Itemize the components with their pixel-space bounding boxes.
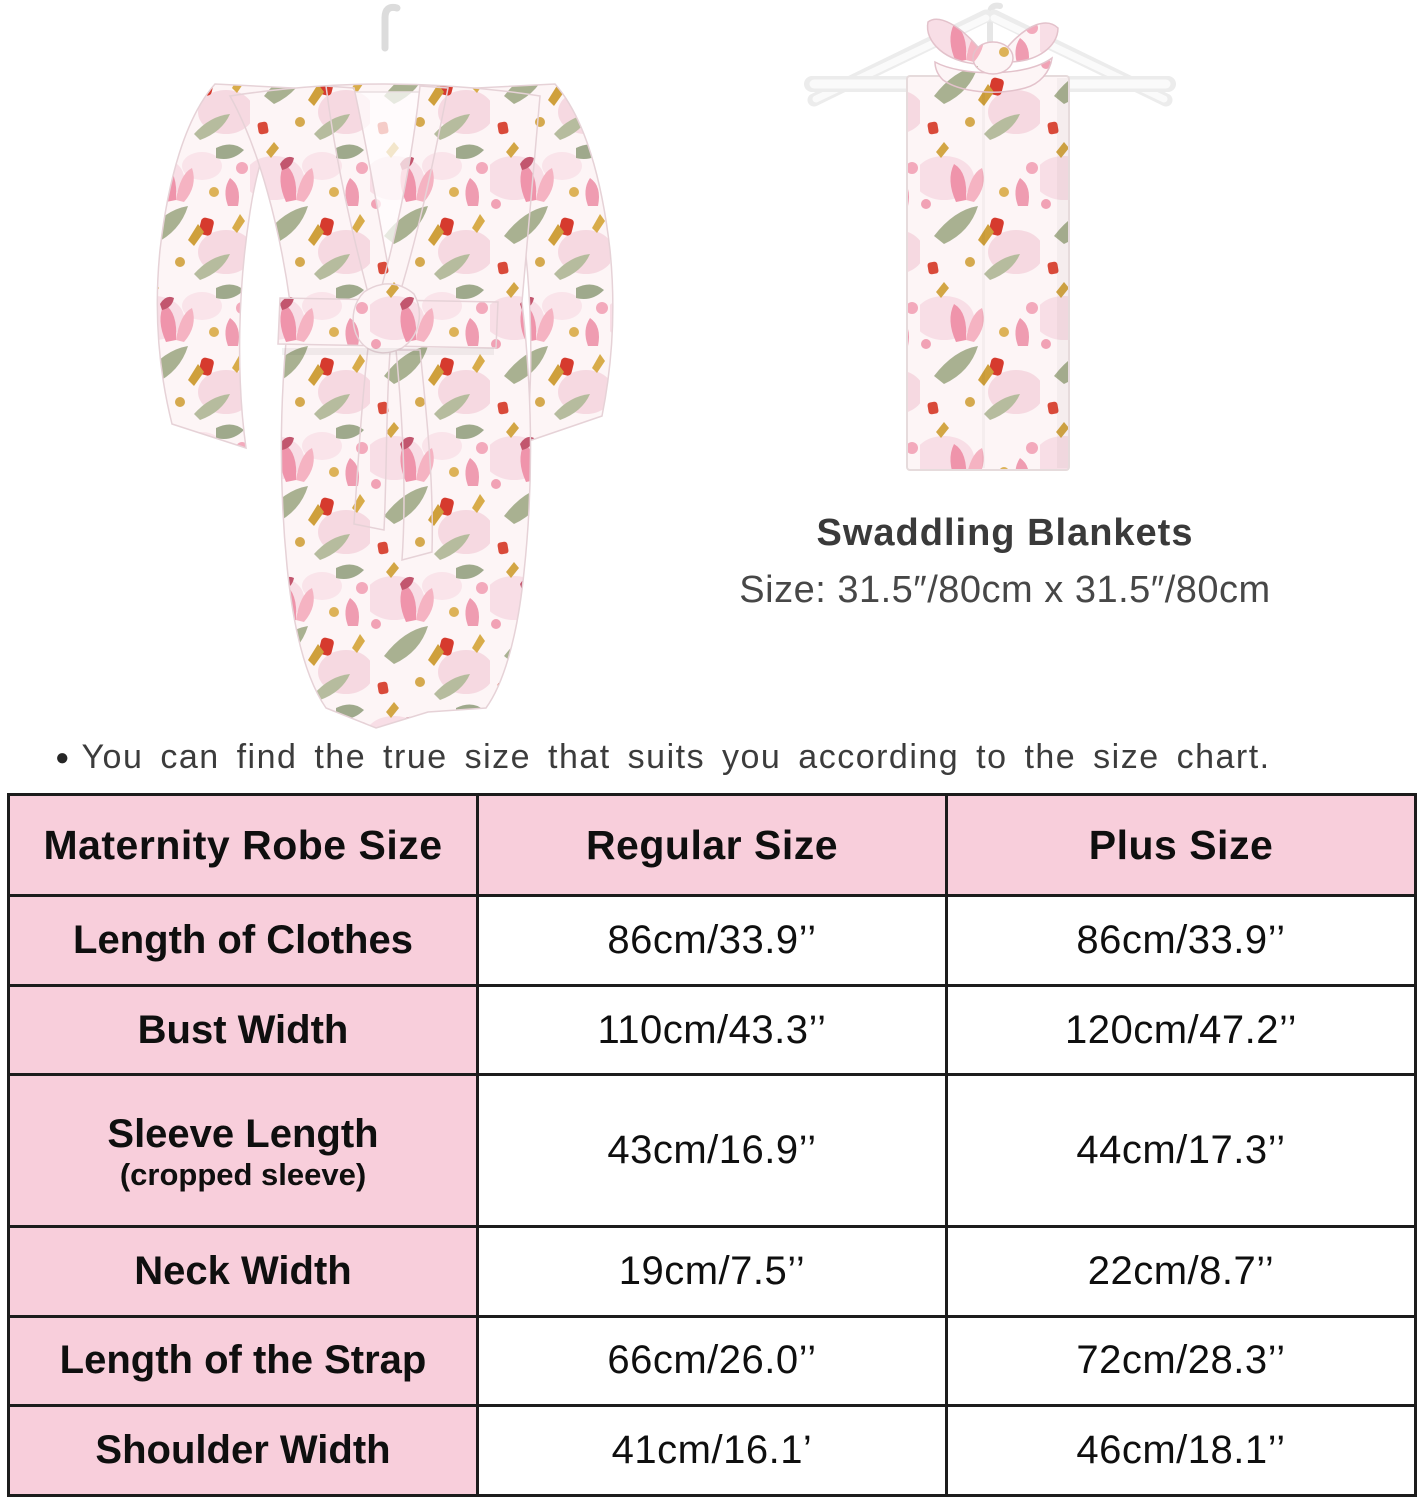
column-header-plus-size: Plus Size — [947, 795, 1416, 896]
cell-regular: 66cm/26.0’’ — [478, 1316, 947, 1406]
blanket-caption — [620, 512, 1390, 612]
table-row — [9, 1226, 1416, 1316]
row-label-sub: (cropped sleeve) — [119, 1156, 367, 1192]
row-label: Length of the Strap — [9, 1316, 478, 1406]
table-header-row — [9, 795, 1416, 896]
cell-regular: 43cm/16.9’’ — [478, 1075, 947, 1226]
table-row — [9, 1406, 1416, 1496]
size-note-text: You can find the true size that suits you according to the size chart. — [81, 738, 1271, 776]
blanket-caption-title: Swaddling Blankets — [816, 512, 1194, 554]
blanket-graphic — [907, 76, 1069, 470]
cell-regular: 110cm/43.3’’ — [478, 985, 947, 1075]
column-header-regular-size: Regular Size — [478, 795, 947, 896]
cell-plus: 22cm/8.7’’ — [947, 1226, 1416, 1316]
size-note — [55, 738, 1415, 777]
table-row — [9, 896, 1416, 986]
row-label: Neck Width — [9, 1226, 478, 1316]
maternity-robe-image — [130, 0, 650, 740]
swaddle-blanket-image — [800, 0, 1180, 510]
blanket-caption-size: Size: 31.5″/80cm x 31.5″/80cm — [739, 569, 1271, 611]
table-row — [9, 1316, 1416, 1406]
robe-graphic — [157, 84, 613, 728]
cell-plus: 44cm/17.3’’ — [947, 1075, 1416, 1226]
cell-plus: 72cm/28.3’’ — [947, 1316, 1416, 1406]
cell-regular: 41cm/16.1’ — [478, 1406, 947, 1496]
cell-regular: 86cm/33.9’’ — [478, 896, 947, 986]
size-chart-table — [7, 793, 1417, 1497]
row-label — [9, 1075, 478, 1226]
cell-plus: 86cm/33.9’’ — [947, 896, 1416, 986]
column-header-robe-size: Maternity Robe Size — [9, 795, 478, 896]
cell-plus: 120cm/47.2’’ — [947, 985, 1416, 1075]
row-label: Bust Width — [9, 985, 478, 1075]
row-label-main: Sleeve Length — [107, 1111, 379, 1156]
cell-plus: 46cm/18.1’’ — [947, 1406, 1416, 1496]
table-row — [9, 985, 1416, 1075]
row-label: Length of Clothes — [9, 896, 478, 986]
hanger-hook-icon — [385, 7, 397, 48]
row-label: Shoulder Width — [9, 1406, 478, 1496]
table-row — [9, 1075, 1416, 1226]
cell-regular: 19cm/7.5’’ — [478, 1226, 947, 1316]
bullet-dot-icon: ● — [55, 744, 70, 771]
